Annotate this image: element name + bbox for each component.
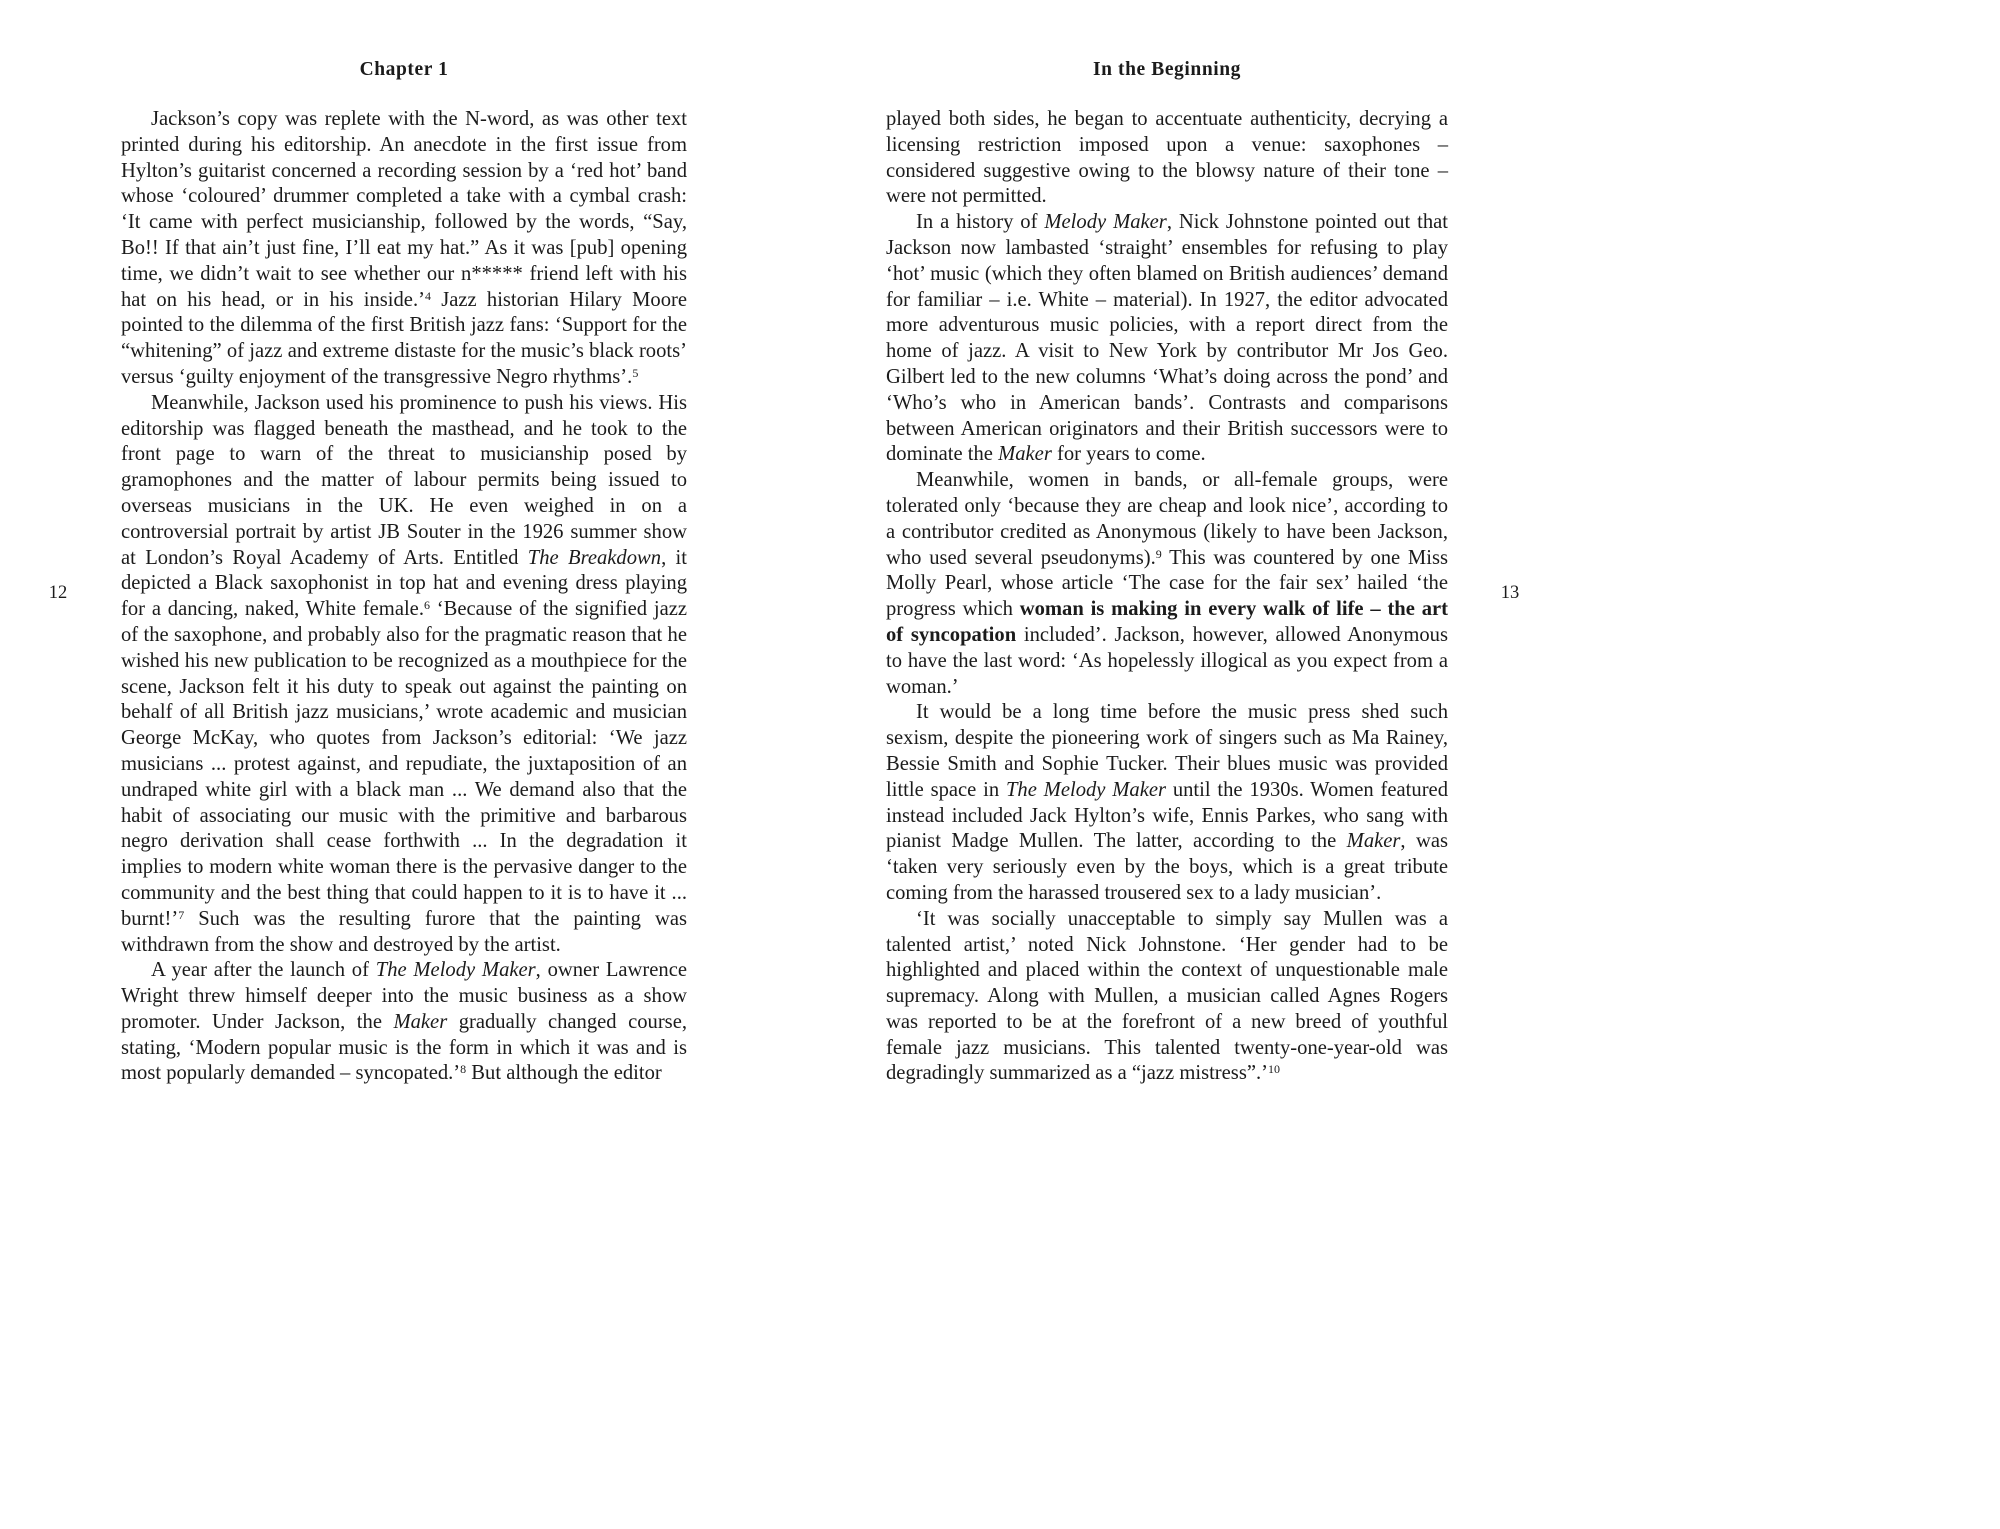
footnote-reference: 7 (178, 907, 185, 922)
body-text-run: ‘Because of the signified jazz of the saxophone, and probably also for the pragmatic reason that he wished his new publication to be recognized as a mouthpiece for the scene, Jackson felt it his duty to speak out against the painting on behalf of all British jazz musicians,’ wrote academic and musician George McKay, who quotes from Jackson’s editorial: ‘We jazz musicians ... protest against, and repudiate, the juxtaposition of an undraped white girl with a black man ... We demand also that the habit of associating our music with the primitive and barbarous negro derivation shall cease forthwith ... In the degradation it implies to modern white woman there is the pervasive danger to the community and the best thing that could happen to it is to have it ... burnt!’ (121, 598, 687, 930)
left-page-number: 12 (48, 583, 68, 603)
left-text-column (121, 107, 687, 1087)
body-paragraph (886, 907, 1448, 1088)
body-paragraph (121, 391, 687, 959)
italic-title-text: Maker (998, 443, 1052, 466)
body-text-run: It would be a long time before the music press shed such sexism, despite the pioneering work of singers such as Ma Rainey, Bessie Smith and Sophie Tucker. Their blues music was provided little space in (886, 701, 1448, 801)
body-text-run: This was countered by one Miss Molly Pearl, whose article ‘The case for the fair sex’ hailed ‘the progress which (886, 546, 1448, 621)
body-text-run: , was ‘taken very seriously even by the boys, which is a great tribute coming from the harassed trousered sex to a lady musician’. (886, 830, 1449, 904)
italic-title-text: Melody Maker (1044, 211, 1167, 234)
body-paragraph (886, 210, 1448, 468)
italic-title-text: Maker (1346, 830, 1401, 853)
footnote-reference: 6 (423, 598, 430, 613)
body-text-run: , it depicted a Black saxophonist in top hat and evening dress playing for a dancing, naked, White female. (121, 546, 687, 621)
body-text-run: Jackson’s copy was replete with the N-word, as was other text printed during his editorship. An anecdote in the first issue from Hylton’s guitarist concerned a recording session by a ‘red hot’ band whose ‘coloured’ drummer completed a take with a cymbal crash: ‘It came with perfect musicianship, followed by the words, “Say, Bo!! If that ain’t just fine, I’ll eat my hat.” As it was [pub] opening time, we didn’t wait to see whether our n***** friend left with his hat on his head, or in his inside.’ (121, 108, 687, 311)
footnote-reference: 5 (632, 365, 639, 380)
body-text-run: A year after the launch of (151, 959, 376, 982)
body-paragraph (886, 700, 1448, 906)
footnote-reference: 9 (1155, 546, 1162, 561)
body-text-run: gradually changed course, stating, ‘Modern popular music is the form in which it was and is most popularly demanded – syncopated.’ (121, 1010, 687, 1085)
right-page-number: 13 (1500, 583, 1520, 603)
footnote-reference: 8 (460, 1062, 467, 1077)
footnote-reference: 4 (424, 288, 431, 303)
body-text-run: until the 1930s. Women featured instead included Jack Hylton’s wife, Ennis Parkes, who sang with pianist Madge Mullen. The latter, according to the (886, 778, 1448, 853)
italic-title-text: The Breakdown (527, 546, 662, 569)
body-text-run: Jazz historian Hilary Moore pointed to the dilemma of the first British jazz fans: ‘Support for the “whitening” of jazz and extreme distaste for the music’s black roots’ versus ‘guilty enjoyment of the transgressive Negro rhythms’. (121, 288, 687, 388)
body-paragraph (886, 468, 1448, 700)
left-running-head: Chapter 1 (359, 59, 449, 80)
body-text-run: Meanwhile, Jackson used his prominence to push his views. His editorship was flagged beneath the masthead, and he took to the front page to warn of the threat to musicianship posed by gramophones and the matter of labour permits being issued to overseas musicians in the UK. He even weighed in on a controversial portrait by artist JB Souter in the 1926 summer show at London’s Royal Academy of Arts. Entitled (121, 391, 687, 569)
bold-emphasis-text: woman is making in every walk of life – the art of syncopation (886, 598, 1448, 646)
body-text-run: for years to come. (1051, 443, 1206, 466)
body-text-run: In a history of (916, 211, 1045, 234)
body-text-run: Such was the resulting furore that the painting was withdrawn from the show and destroyed by the artist. (121, 907, 687, 956)
italic-title-text: The Melody Maker (1005, 778, 1166, 801)
right-text-column (886, 107, 1448, 1087)
body-text-run: Meanwhile, women in bands, or all-female groups, were tolerated only ‘because they are cheap and look nice’, according to a contributor credited as Anonymous (likely to have been Jackson, who used several pseudonyms). (886, 469, 1448, 569)
italic-title-text: Maker (393, 1010, 448, 1033)
body-text-run: But although the editor (466, 1062, 662, 1085)
body-paragraph (121, 107, 687, 391)
body-text-run: ‘It was socially unacceptable to simply say Mullen was a talented artist,’ noted Nick Johnstone. ‘Her gender had to be highlighted and placed within the context of unquestionable male supremacy. Along with Mullen, a musician called Agnes Rogers was reported to be at the forefront of a new breed of youthful female jazz musicians. This talented twenty-one-year-old was degradingly summarized as a “jazz mistress”.’ (886, 907, 1448, 1085)
italic-title-text: The Melody Maker (375, 959, 536, 982)
body-text-run: , owner Lawrence Wright threw himself deeper into the music business as a show promoter. Under Jackson, the (121, 959, 687, 1033)
body-paragraph (121, 958, 687, 1087)
right-running-head: In the Beginning (1092, 59, 1242, 80)
body-paragraph (886, 107, 1448, 210)
body-text-run: played both sides, he began to accentuate authenticity, decrying a licensing restriction imposed upon a venue: saxophones – considered suggestive owing to the blowsy nature of their tone – were not permitted. (886, 108, 1448, 208)
body-text-run: , Nick Johnstone pointed out that Jackson now lambasted ‘straight’ ensembles for refusing to play ‘hot’ music (which they often blamed on British audiences’ demand for familiar – i.e. White – material). In 1927, the editor advocated more adventurous music policies, with a report direct from the home of jazz. A visit to New York by contributor Mr Jos Geo. Gilbert led to the new columns ‘What’s doing across the pond’ and ‘Who’s who in American bands’. Contrasts and comparisons between American originators and their British successors were to dominate the (886, 211, 1449, 466)
footnote-reference: 10 (1267, 1062, 1280, 1077)
body-text-run: included’. Jackson, however, allowed Anonymous to have the last word: ‘As hopelessly illogical as you expect from a woman.’ (886, 623, 1448, 698)
